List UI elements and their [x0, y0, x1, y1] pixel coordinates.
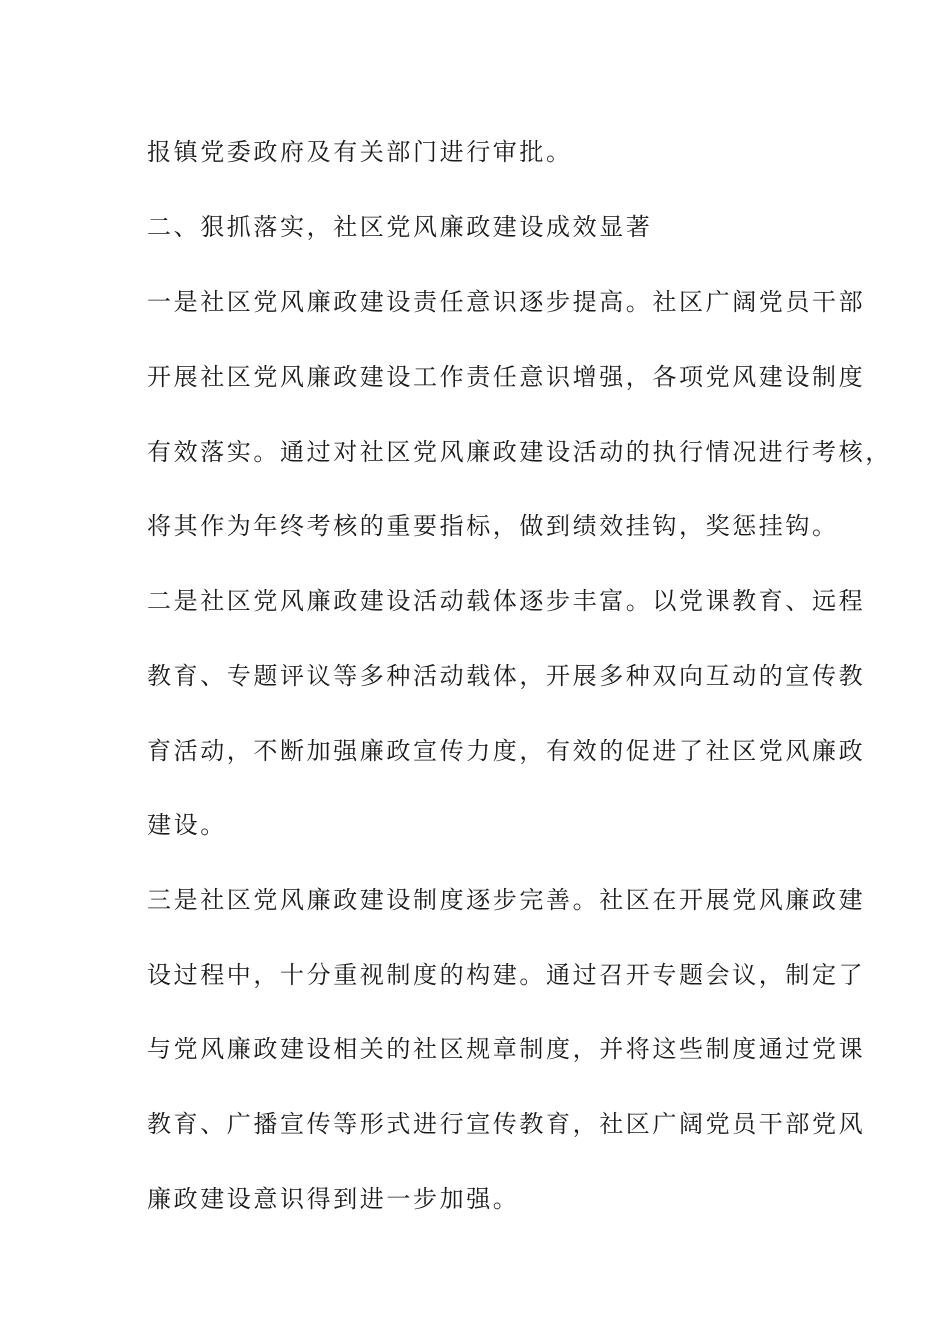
text-line: 开展社区党风廉政建设工作责任意识增强，各项党风建设制度 [147, 363, 866, 391]
text-line: 报镇党委政府及有关部门进行审批。 [147, 138, 573, 166]
text-line: 育活动，不断加强廉政宣传力度，有效的促进了社区党风廉政 [147, 737, 866, 765]
text-line: 一是社区党风廉政建设责任意识逐步提高。社区广阔党员干部 [147, 288, 866, 316]
text-line: 建设。 [147, 811, 227, 839]
text-line: 将其作为年终考核的重要指标，做到绩效挂钩，奖惩挂钩。 [147, 512, 839, 540]
text-line: 廉政建设意识得到进一步加强。 [147, 1185, 520, 1213]
text-line: 二是社区党风廉政建设活动载体逐步丰富。以党课教育、远程 [147, 587, 866, 615]
text-line: 有效落实。通过对社区党风廉政建设活动的执行情况进行考核， [147, 438, 892, 466]
section-heading: 二、狠抓落实，社区党风廉政建设成效显著 [147, 213, 653, 241]
text-line: 设过程中，十分重视制度的构建。通过召开专题会议，制定了 [147, 961, 866, 989]
text-line: 三是社区党风廉政建设制度逐步完善。社区在开展党风廉政建 [147, 886, 866, 914]
text-line: 与党风廉政建设相关的社区规章制度，并将这些制度通过党课 [147, 1035, 866, 1063]
text-line: 教育、广播宣传等形式进行宣传教育，社区广阔党员干部党风 [147, 1110, 866, 1138]
text-line: 教育、专题评议等多种活动载体，开展多种双向互动的宣传教 [147, 662, 866, 690]
